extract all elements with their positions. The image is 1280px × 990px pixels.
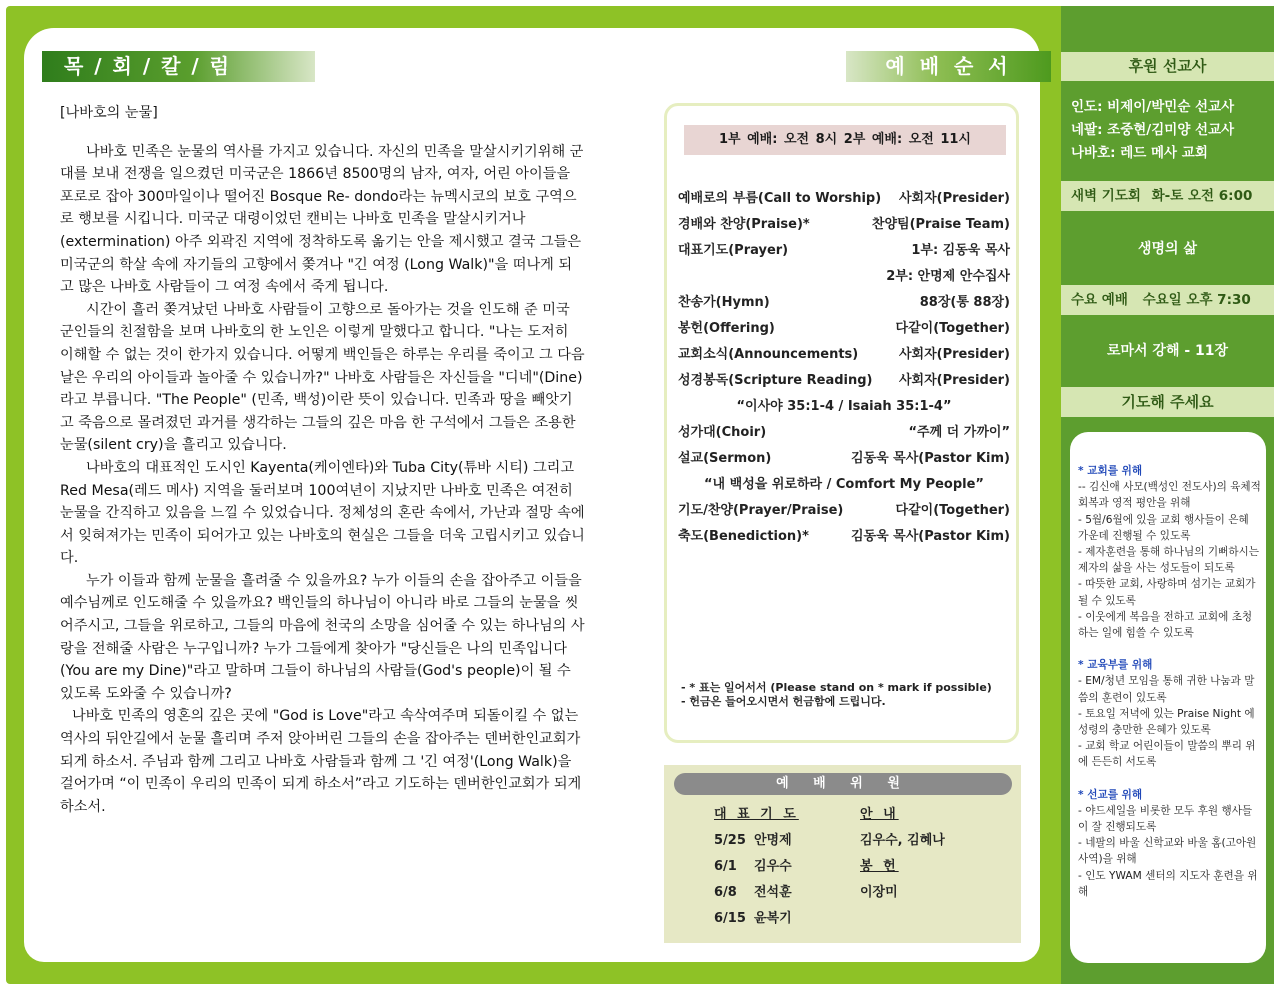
order-item-leader: 김동욱 목사(Pastor Kim) <box>850 529 1010 544</box>
order-item-leader: 다같이(Together) <box>895 321 1010 336</box>
section-gap <box>1078 771 1262 787</box>
prayer-role-row <box>714 854 799 880</box>
role-date: 5/25 <box>714 833 746 848</box>
worship-order-notes <box>681 681 992 709</box>
order-item-leader: 다같이(Together) <box>895 503 1010 518</box>
column-subtitle: [나바호의 눈물] <box>60 105 158 121</box>
prayer-role-row <box>714 828 799 854</box>
prayer-role-row <box>714 880 799 906</box>
column-paragraph: 시간이 흘러 쫒겨났던 나바호 사람들이 고향으로 돌아가는 것을 인도해 준 미국 군인들의 친절함을 보며 나바호의 한 노인은 이렇게 말했다고 합니다. "나는 도저히 이해할 수 없는 것이 한가지 있습니다. 어떻게 백인들은 하루는 우리를 죽이고 그 다음 날은 우리의 아이들과 놀아줄 수 있습니까?" 나바호 사람들은 자신들을 "디네"(Dine)라고 부릅니다. "The People" (민족, 백성)이란 뜻이 있습니다. 민족과 땅을 빼앗기고 죽음으로 몰려졌던 과거를 생각하는 그들의 깊은 마음 한 구석에서 그들은 조용한 눈물(silent cry)을 흘리고 있습니다. <box>60 301 585 454</box>
order-item <box>678 394 1010 420</box>
wednesday-label: 수요 예배 <box>1071 292 1128 308</box>
column-paragraph: 나바호 민족의 영혼의 깊은 곳에 "God is Love"라고 속삭여주며 되돌이킬 수 없는 역사의 뒤안길에서 눈물 흘리며 주저 앉아버린 그들의 손을 잡아주는 덴버한인교회가 되게 하소서. 주님과 함께 그리고 나바호 사람들과 함께 그 '긴 여정'(Long Walk)을 걸어가며 “이 민족이 우리의 민족이 되게 하소서”라고 기도하는 덴버한인교회가 되게 하소서. <box>60 708 582 815</box>
missionary-item: 나바호: 레드 메사 교회 <box>1071 145 1208 161</box>
order-item-label: 대표기도(Prayer) <box>678 243 789 258</box>
role-name: 윤복기 <box>754 911 792 926</box>
order-item-leader: 사회자(Presider) <box>898 347 1010 362</box>
wednesday-topic: 로마서 강해 - 11장 <box>1106 343 1229 359</box>
order-item-leader: 1부: 김동욱 목사 <box>911 243 1010 258</box>
role-date: 6/8 <box>714 885 737 900</box>
dawn-prayer-topic: 생명의 삶 <box>1138 241 1197 257</box>
prayer-requests <box>1078 463 1262 900</box>
pastor-column <box>60 102 585 818</box>
order-item <box>678 498 1010 524</box>
prayer-section-title: * 교회를 위해 <box>1078 465 1143 477</box>
order-item-label: 설교(Sermon) <box>678 451 772 466</box>
order-item-leader: 사회자(Presider) <box>898 373 1010 388</box>
order-item-reading: “내 백성을 위로하라 / Comfort My People” <box>704 477 984 492</box>
prayer-roles-heading: 대 표 기 도 <box>714 807 799 822</box>
dawn-prayer-label: 새벽 기도회 <box>1071 188 1141 204</box>
order-item <box>678 264 1010 290</box>
missionary-item: 네팔: 조중현/김미양 선교사 <box>1071 122 1235 138</box>
order-item-label: 기도/찬양(Prayer/Praise) <box>678 503 844 518</box>
order-item <box>678 472 1010 498</box>
order-item-leader: “주께 더 가까이” <box>908 425 1010 440</box>
prayer-roles <box>714 802 799 932</box>
worship-roles-header: 예 배 위 원 <box>674 773 1012 795</box>
wednesday-time: 수요일 오후 7:30 <box>1142 292 1251 308</box>
usher-names: 김우수, 김혜나 <box>860 833 945 848</box>
worship-order-header: 예 배 순 서 <box>846 51 1051 82</box>
prayer-section-title: * 선교를 위해 <box>1078 788 1143 801</box>
wednesday-band <box>1061 285 1274 315</box>
prayer-section-title: * 교육부를 위해 <box>1078 659 1153 672</box>
order-item <box>678 316 1010 342</box>
role-name: 김우수 <box>754 859 792 874</box>
prayer-item: - 교회 학교 어린이들이 말씀의 뿌리 위에 든든히 서도록 <box>1078 740 1256 769</box>
offering-heading: 봉 헌 <box>860 859 899 874</box>
order-item <box>678 368 1010 394</box>
order-item <box>678 446 1010 472</box>
dawn-prayer-band <box>1061 181 1274 211</box>
service-times: 1부 예배: 오전 8시 2부 예배: 오전 11시 <box>684 125 1006 155</box>
order-item-leader: 사회자(Presider) <box>898 191 1010 206</box>
order-item-label: 교회소식(Announcements) <box>678 347 859 362</box>
order-item <box>678 524 1010 550</box>
order-item-label: 찬송가(Hymn) <box>678 295 770 310</box>
order-item-leader: 2부: 안명제 안수집사 <box>886 269 1010 284</box>
order-item <box>678 186 1010 212</box>
prayer-item: - 제자훈련을 통해 하나님의 기뻐하시는 제자의 삶을 사는 성도들이 되도록 <box>1078 546 1260 575</box>
role-date: 6/15 <box>714 911 746 926</box>
order-item <box>678 212 1010 238</box>
order-item-leader: 김동욱 목사(Pastor Kim) <box>850 451 1010 466</box>
prayer-item: - 토요일 저녁에 있는 Praise Night 에 성령의 충만한 은혜가 있도록 <box>1078 707 1255 737</box>
order-item-reading: “이사야 35:1-4 / Isaiah 35:1-4” <box>736 399 952 414</box>
column-paragraph: 누가 이들과 함께 눈물을 흘려줄 수 있을까요? 누가 이들의 손을 잡아주고 이들을 예수님께로 인도해줄 수 있을까요? 백인들의 하나님이 아니라 바로 그들의 눈물을 씻어주시고, 그들을 위로하고, 그들의 마음에 천국의 소망을 심어줄 수 있는 하나님의 사랑을 전해줄 사람은 누구입니까? 누가 그들에게 찾아가 "당신들은 나의 민족입니다 (You are my Dine)"라고 말하며 그들이 하나님의 사람들(God's people)이 될 수 있도록 도와줄 수 있습니까? <box>60 572 585 702</box>
prayer-role-row <box>714 906 799 932</box>
order-item <box>678 420 1010 446</box>
role-name: 전석훈 <box>754 885 792 900</box>
offering-names: 이장미 <box>860 885 898 900</box>
role-name: 안명제 <box>754 833 792 848</box>
prayer-header: 기도해 주세요 <box>1061 387 1274 417</box>
order-item <box>678 290 1010 316</box>
order-item-label: 예배로의 부름(Call to Worship) <box>678 191 882 206</box>
section-gap <box>1078 641 1262 657</box>
order-item-label: 축도(Benediction)* <box>678 529 809 544</box>
note-offering: - 헌금은 들어오시면서 헌금함에 드립니다. <box>681 695 886 708</box>
column-paragraph: 나바호 민족은 눈물의 역사를 가지고 있습니다. 자신의 민족을 말살시키기위해 군대를 보내 전쟁을 일으켰던 미국군은 1866년 8500명의 남자, 여자, 어린 아이들을 포로로 잡아 300마일이나 떨어진 Bosque Re- dondo라는 뉴멕시코의 보호 구역으로 행보를 시킵니다. 미국군 대령이었던 캔비는 나바호 민족을 말살시키거나(extermination) 아주 외곽진 지역에 정착하도록 옮기는 안을 제시했고 결국 그들은 미국군의 학살 속에 자기들의 고향에서 쫒겨나 "긴 여정 (Long Walk)"을 떠나게 되고 많은 나바호 사람들이 그 여정 속에서 죽게 됩니다. <box>60 143 584 296</box>
usher-offering-roles <box>860 802 945 906</box>
role-date: 6/1 <box>714 859 737 874</box>
dawn-prayer-time: 화-토 오전 6:00 <box>1151 188 1253 204</box>
order-item-label: 봉헌(Offering) <box>678 321 775 336</box>
prayer-item: - EM/청년 모임을 통해 귀한 나눔과 말씀의 훈련이 있도록 <box>1078 675 1255 704</box>
prayer-item: - 5월/6월에 있을 교회 행사들이 은혜 가운데 진행될 수 있도록 <box>1078 513 1249 542</box>
prayer-item: - 네팔의 바울 신학교와 바울 홈(고아원 사역)을 위해 <box>1078 837 1257 866</box>
missionary-header: 후원 선교사 <box>1061 52 1274 81</box>
prayer-item: - 따뜻한 교회, 사랑하며 섬기는 교회가 될 수 있도록 <box>1078 578 1256 607</box>
column-paragraph: 나바호의 대표적인 도시인 Kayenta(케이엔타)와 Tuba City(튜바 시티) 그리고 Red Mesa(레드 메사) 지역을 둘러보며 100여년이 지났지만 나바호 민족은 여전히 눈물을 간직하고 있음을 느낄 수 있었습니다. 정체성의 혼란 속에서, 가난과 절망 속에서 잊혀져가는 민족이 되어가고 있는 나바호의 현실은 그들을 더욱 고립시키고 있습니다. <box>60 459 585 567</box>
order-item-label: 성가대(Choir) <box>678 425 767 440</box>
order-item <box>678 342 1010 368</box>
order-item-label: 경배와 찬양(Praise)* <box>678 217 810 232</box>
missionary-item: 인도: 비제이/박민순 선교사 <box>1071 99 1235 115</box>
prayer-item: - 이웃에게 복음을 전하고 교회에 초청하는 일에 힘쓸 수 있도록 <box>1078 610 1253 640</box>
note-stand: - * 표는 일어서서 (Please stand on * mark if possible) <box>681 681 992 694</box>
prayer-item: -- 김신애 사모(백성인 전도사)의 육체적 회복과 영적 평안을 위해 <box>1078 481 1261 510</box>
prayer-item: - 인도 YWAM 센터의 지도자 훈련을 위해 <box>1078 869 1258 898</box>
prayer-item: - 야드세일을 비롯한 모두 후원 행사들이 잘 진행되도록 <box>1078 804 1253 834</box>
order-item-leader: 88장(통 88장) <box>919 295 1010 310</box>
usher-heading: 안 내 <box>860 807 899 822</box>
pastor-column-header: 목 / 회 / 칼 / 럼 <box>42 51 315 82</box>
missionary-list <box>1071 96 1234 165</box>
order-item-label: 성경봉독(Scripture Reading) <box>678 373 873 388</box>
worship-order-list <box>678 186 1010 550</box>
order-item <box>678 238 1010 264</box>
order-item-leader: 찬양팀(Praise Team) <box>871 217 1010 232</box>
